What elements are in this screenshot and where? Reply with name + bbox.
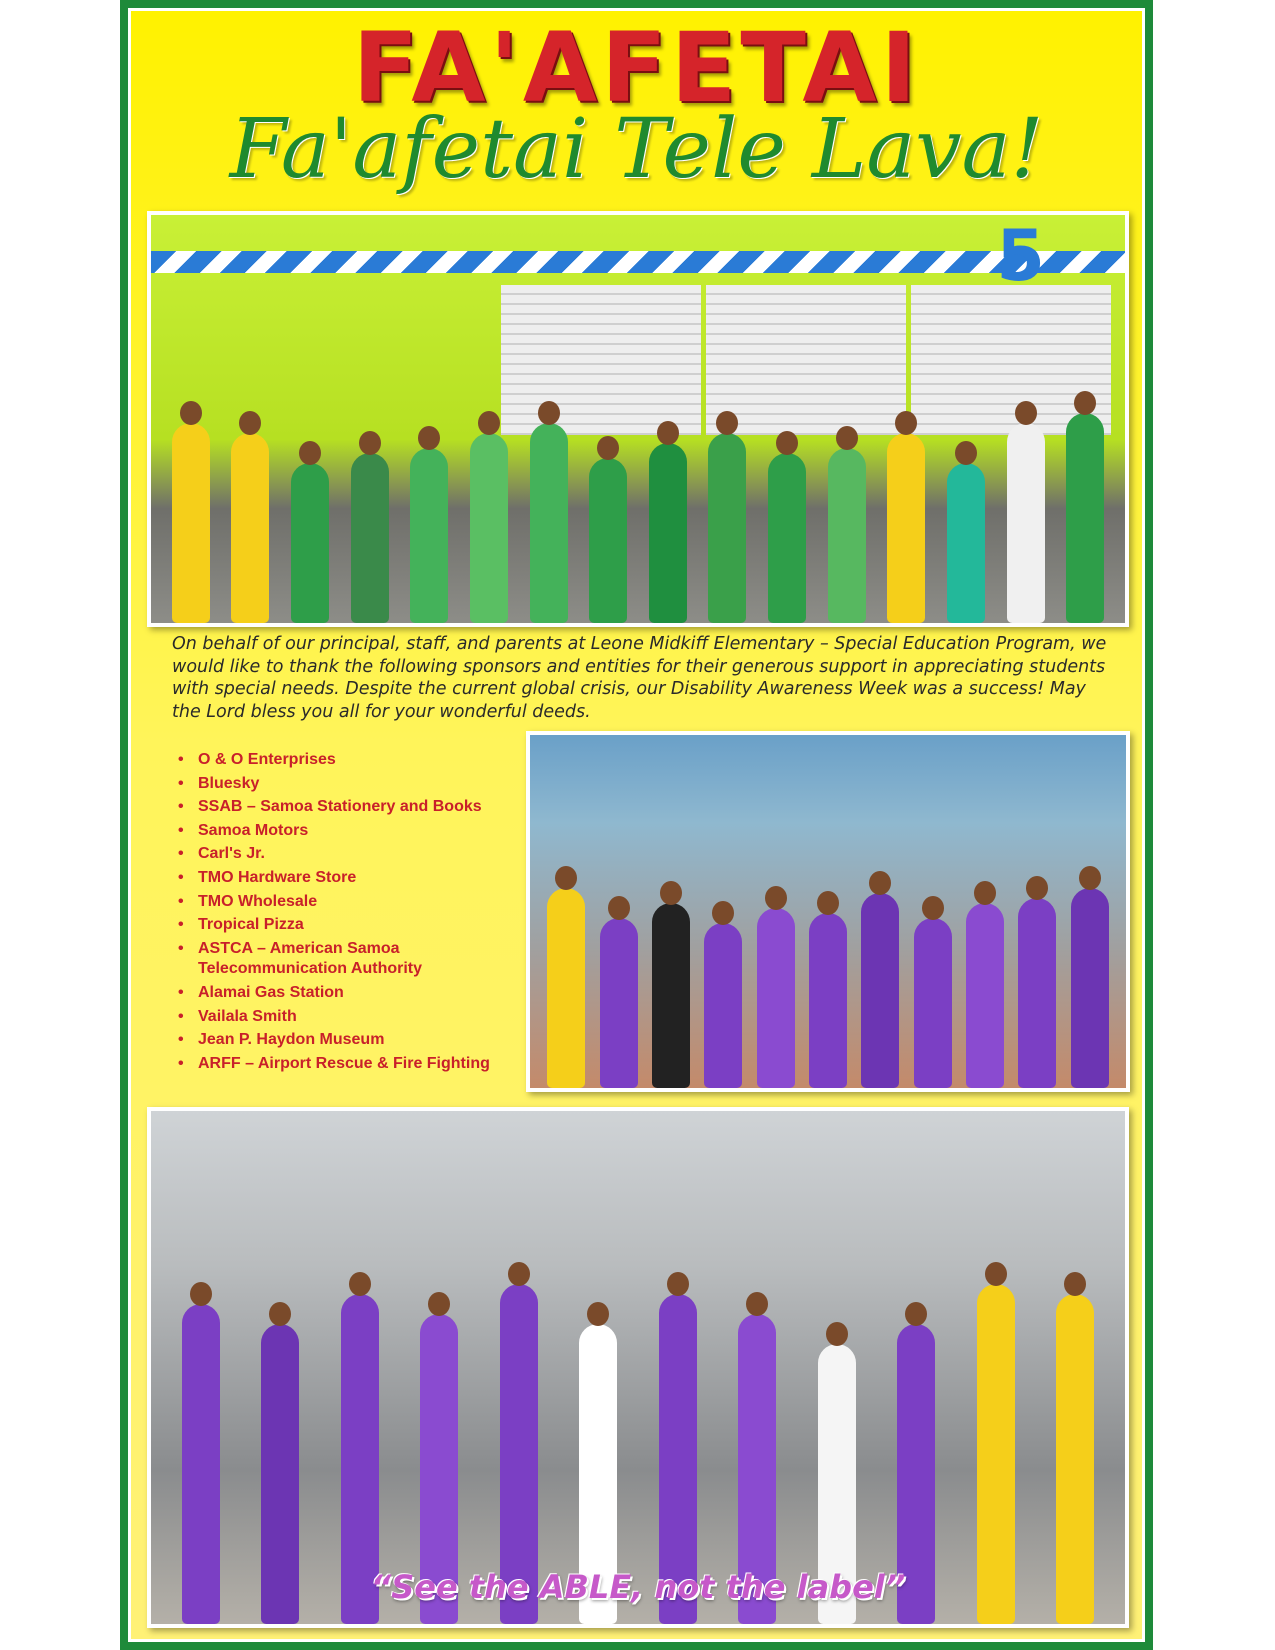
sponsor-item: • TMO Wholesale (178, 892, 508, 913)
sponsor-item: • ARFF – Airport Rescue & Fire Fighting (178, 1054, 508, 1075)
sponsor-item: • Tropical Pizza (178, 915, 508, 936)
sponsor-item: • Bluesky (178, 774, 508, 795)
sponsor-item: • Vailala Smith (178, 1007, 508, 1028)
page-title: FA'AFETAI (352, 12, 921, 124)
sponsor-item: • SSAB – Samoa Stationery and Books (178, 797, 508, 818)
sponsor-item: • ASTCA – American Samoa Telecommunication Authority (178, 939, 508, 980)
group-of-students (151, 337, 1125, 623)
sponsor-item: • Alamai Gas Station (178, 983, 508, 1004)
building-entrance-group-photo (147, 1107, 1129, 1628)
truck-number: 5 (996, 215, 1045, 297)
truck-stripe (151, 251, 1125, 273)
sponsor-item: • Carl's Jr. (178, 844, 508, 865)
restaurant-group-photo (526, 731, 1130, 1092)
thank-you-message: On behalf of our principal, staff, and parents at Leone Midkiff Elementary – Special Education Program, we would like to thank the following sponsors and entities for their generous support in appreciating students with special needs. Despite the current global crisis, our Disability Awareness Week was a success! May the Lord bless you all for your wonderful deeds. (172, 634, 1107, 722)
tagline: “See the ABLE, not the label” (370, 1568, 906, 1606)
group-of-students (530, 841, 1126, 1088)
sponsor-item: • TMO Hardware Store (178, 868, 508, 889)
sponsor-item: • Jean P. Haydon Museum (178, 1030, 508, 1051)
sponsor-list (178, 750, 508, 1077)
sponsor-item: • Samoa Motors (178, 821, 508, 842)
page-subtitle: Fa'afetai Tele Lava! (229, 102, 1044, 197)
fire-truck-group-photo (147, 211, 1129, 627)
sponsor-item: • O & O Enterprises (178, 750, 508, 771)
